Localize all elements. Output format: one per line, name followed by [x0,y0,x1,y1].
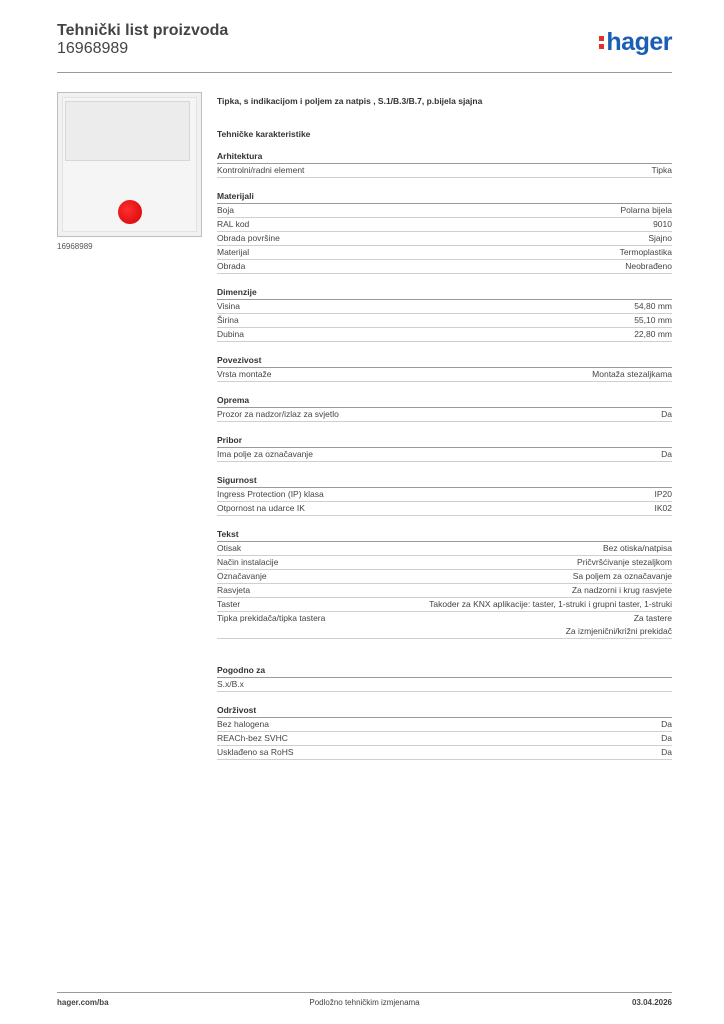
spec-row [217,246,672,260]
spec-label: Obrada površine [217,233,280,243]
spec-value [661,732,672,745]
spec-row [217,488,672,502]
spec-value [429,598,672,611]
spec-group [217,287,672,342]
spec-value-line: Da [661,449,672,459]
spec-row [217,314,672,328]
spec-row [217,204,672,218]
spec-row [217,612,672,639]
logo-text: hager [606,28,672,56]
spec-value [661,746,672,759]
spec-group-title: Sigurnost [217,475,672,488]
spec-value [655,502,673,515]
spec-group-title: Održivost [217,705,672,718]
spec-value [577,556,672,569]
spec-content [217,96,672,760]
header-divider [57,72,672,73]
spec-row [217,584,672,598]
spec-value-line: 22,80 mm [634,329,672,339]
spec-row [217,678,672,692]
spec-value-line: IK02 [654,503,672,513]
spec-value [634,328,672,341]
spec-label: Vrsta montaže [217,369,272,379]
spec-label: Rasvjeta [217,585,251,595]
spec-row [217,718,672,732]
spec-row [217,328,672,342]
spec-group [217,151,672,178]
spec-value [603,542,672,555]
spec-groups [217,151,672,760]
spec-value-line: Pričvršćivanje stezaljkom [577,557,672,567]
spec-value-line: 54,80 mm [634,301,672,311]
spec-label: Ima polje za označavanje [217,449,313,459]
spec-row [217,542,672,556]
spec-group-title: Materijali [217,191,672,204]
spec-value-line: Za nadzorni i krug rasvjete [571,585,672,595]
spec-label: Taster [217,599,241,609]
footer-disclaimer: Podložno tehničkim izmjenama [309,998,420,1007]
spec-value-line: Da [661,733,672,743]
footer-website[interactable]: hager.com/ba [57,998,109,1007]
spec-group [217,529,672,639]
spec-label: Visina [217,301,240,311]
spec-value-line: Sjajno [648,233,672,243]
spec-label: Dubina [217,329,244,339]
spec-label: Tipka prekidača/tipka tastera [217,613,326,623]
spec-row [217,598,672,612]
spec-value [592,368,672,381]
spec-label: RAL kod [217,219,250,229]
spec-value [620,246,672,259]
spec-value-line: Za izmjenični/križni prekidač [565,626,672,636]
spec-value [572,584,672,597]
spec-value-line: Neobrađeno [625,261,672,271]
spec-value [655,488,673,501]
spec-label: Način instalacije [217,557,279,567]
page-header [57,20,672,62]
spec-label: Širina [217,315,239,325]
spec-row [217,570,672,584]
section-heading: Tehničke karakteristike [217,129,311,139]
spec-row [217,218,672,232]
image-caption: 16968989 [57,242,93,251]
spec-group-title: Dimenzije [217,287,672,300]
spec-row [217,502,672,516]
spec-label: Obrada [217,261,246,271]
spec-value [653,218,672,231]
spec-value-line: Polarna bijela [620,205,672,215]
spec-value-line: IP20 [654,489,672,499]
spec-value-line: Termoplastika [619,247,672,257]
spec-group [217,665,672,692]
spec-label: Ingress Protection (IP) klasa [217,489,324,499]
spec-value [625,260,672,273]
spec-row [217,556,672,570]
spec-label: Materijal [217,247,250,257]
spec-group [217,395,672,422]
spec-label: Prozor za nadzor/izlaz za svjetlo [217,409,339,419]
spec-value [634,300,672,313]
spec-label: Bez halogena [217,719,269,729]
spec-value [661,448,672,461]
spec-group-title: Oprema [217,395,672,408]
spec-label: Kontrolni/radni element [217,165,305,175]
spec-row [217,448,672,462]
spec-row [217,732,672,746]
spec-value-line: Da [661,747,672,757]
spec-label: S.x/B.x [217,679,244,689]
spec-label: Otisak [217,543,242,553]
spec-label: Otpornost na udarce IK [217,503,305,513]
spec-row [217,164,672,178]
spec-value-line: Da [661,409,672,419]
spec-row [217,232,672,246]
spec-row [217,260,672,274]
spec-row [217,746,672,760]
indicator-lamp-icon [118,200,142,224]
spec-value-line: 55,10 mm [634,315,672,325]
spec-value-line: Tipka [651,165,672,175]
spec-value-line: Sa poljem za označavanje [572,571,672,581]
spec-value [661,408,672,421]
spec-group-title: Pogodno za [217,665,672,678]
spec-row [217,368,672,382]
spec-value-line: Takoder za KNX aplikacije: taster, 1-struki i grupni taster, 1-struki [429,599,672,609]
label-field [65,101,190,161]
spec-row [217,300,672,314]
spec-value [566,612,672,638]
spec-value [634,314,672,327]
spec-row [217,408,672,422]
spec-label: Boja [217,205,235,215]
spec-group-title: Pribor [217,435,672,448]
spec-value-line: Za tastere [633,613,672,623]
spec-value-line: Montaža stezaljkama [592,369,672,379]
spec-group [217,435,672,462]
product-name: Tipka, s indikacijom i poljem za natpis , S.1/B.3/B.7, p.bijela sjajna [217,96,483,106]
footer-divider [57,992,672,993]
spec-group-title: Arhitektura [217,151,672,164]
spec-label: Označavanje [217,571,267,581]
spec-value [573,570,672,583]
spec-group-title: Povezivost [217,355,672,368]
spec-group [217,191,672,274]
spec-value [661,718,672,731]
footer-date: 03.04.2026 [631,998,672,1007]
spec-group-title: Tekst [217,529,672,542]
hager-logo [599,28,672,57]
product-number: 16968989 [57,40,129,57]
document-title: Tehnički list proizvoda [57,22,229,39]
product-image [57,92,202,237]
spec-group [217,355,672,382]
spec-value [652,164,672,177]
logo-colon-icon [599,34,604,50]
spec-label: Usklađeno sa RoHS [217,747,294,757]
spec-group [217,475,672,516]
spec-group [217,705,672,760]
spec-value-line: 9010 [653,219,672,229]
spec-value [648,232,672,245]
spec-value-line: Da [661,719,672,729]
spec-label: REACh-bez SVHC [217,733,288,743]
spec-value [620,204,672,217]
spec-value-line: Bez otiska/natpisa [603,543,672,553]
